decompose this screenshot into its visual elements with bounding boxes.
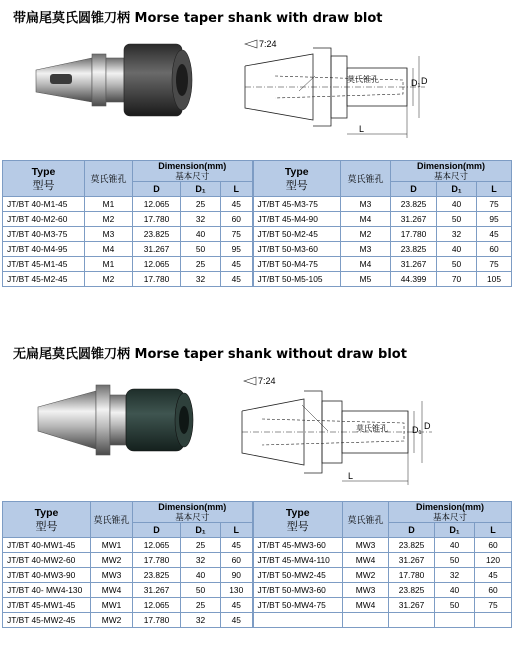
col-l-header: L (475, 523, 512, 538)
dimension-l-label: L (359, 124, 365, 134)
l-cell: 45 (221, 598, 253, 613)
type-header: Type 型号 (3, 161, 85, 197)
hole-header: 莫氏锥孔 (343, 502, 389, 538)
section-title: 带扁尾莫氏圆锥刀柄 Morse taper shank with draw blot (13, 11, 383, 26)
l-cell: 75 (221, 227, 253, 242)
d1-cell: 40 (435, 538, 475, 553)
hole-label: 莫氏锥孔 (347, 75, 379, 84)
d-cell: 31.267 (133, 242, 181, 257)
d-cell: 17.780 (389, 568, 435, 583)
hole-cell: M5 (341, 272, 391, 287)
d-cell: 12.065 (133, 257, 181, 272)
col-l-header: L (477, 182, 512, 197)
d-cell: 23.825 (133, 227, 181, 242)
col-d1-header: D₁ (437, 182, 477, 197)
table-row (3, 538, 512, 553)
d1-cell: 70 (437, 272, 477, 287)
l-cell: 120 (475, 553, 512, 568)
taper-ratio-label: 7:24 (259, 39, 277, 49)
type-cell: JT/BT 50-M4-75 (253, 257, 341, 272)
col-d-header: D (389, 523, 435, 538)
hole-cell: M2 (341, 227, 391, 242)
l-cell: 60 (221, 553, 253, 568)
type-cell: JT/BT 50-M3-60 (253, 242, 341, 257)
hole-cell: M3 (85, 227, 133, 242)
type-cell: JT/BT 45-M3-75 (253, 197, 341, 212)
dimension-l-label: L (348, 471, 354, 481)
col-d-header: D (391, 182, 437, 197)
d1-cell: 32 (181, 212, 221, 227)
type-cell: JT/BT 50-M2-45 (253, 227, 341, 242)
d-cell (389, 613, 435, 628)
hole-cell: MW3 (343, 538, 389, 553)
l-cell: 45 (221, 613, 253, 628)
spec-table (2, 160, 512, 287)
d1-cell: 25 (181, 598, 221, 613)
col-l-header: L (221, 182, 253, 197)
l-cell: 95 (477, 212, 512, 227)
d1-cell: 25 (181, 257, 221, 272)
d-cell: 23.825 (389, 538, 435, 553)
d1-cell: 40 (437, 242, 477, 257)
d1-cell: 50 (437, 212, 477, 227)
d1-cell: 40 (181, 227, 221, 242)
d1-cell: 40 (181, 568, 221, 583)
type-cell: JT/BT 50-MW3-60 (253, 583, 343, 598)
type-cell: JT/BT 40-M4-95 (3, 242, 85, 257)
d1-cell: 32 (435, 568, 475, 583)
table-row (3, 212, 512, 227)
dimension-d-label: D (424, 421, 431, 431)
table-row (3, 583, 512, 598)
section-without-draw-bolt (0, 335, 513, 648)
d-cell: 23.825 (391, 242, 437, 257)
hole-cell: M1 (85, 197, 133, 212)
d1-cell: 32 (181, 553, 221, 568)
d1-cell: 32 (437, 227, 477, 242)
type-header: Type 型号 (253, 161, 341, 197)
l-cell: 60 (477, 242, 512, 257)
col-d1-header: D₁ (435, 523, 475, 538)
d1-cell: 40 (435, 583, 475, 598)
type-cell: JT/BT 45-MW3-60 (253, 538, 343, 553)
d1-cell: 40 (437, 197, 477, 212)
l-cell: 60 (475, 538, 512, 553)
hole-cell: MW4 (91, 583, 133, 598)
table-row (3, 568, 512, 583)
type-header: Type 型号 (3, 502, 91, 538)
dimension-d1-label: D₁ (411, 78, 421, 88)
d-cell: 31.267 (389, 553, 435, 568)
dimension-d-label: D (421, 76, 428, 86)
hole-header: 莫氏锥孔 (341, 161, 391, 197)
type-cell: JT/BT 40-M3-75 (3, 227, 85, 242)
type-cell: JT/BT 50-M5-105 (253, 272, 341, 287)
d1-cell (435, 613, 475, 628)
l-cell: 105 (477, 272, 512, 287)
l-cell: 60 (475, 583, 512, 598)
type-cell: JT/BT 40-MW3-90 (3, 568, 91, 583)
technical-drawing (235, 36, 435, 148)
type-cell: JT/BT 40-M1-45 (3, 197, 85, 212)
hole-cell: MW4 (343, 598, 389, 613)
col-d-header: D (133, 523, 181, 538)
d1-cell: 32 (181, 613, 221, 628)
hole-cell: M4 (341, 257, 391, 272)
d1-cell: 50 (437, 257, 477, 272)
hole-cell: M4 (341, 212, 391, 227)
d-cell: 17.780 (133, 272, 181, 287)
col-d1-header: D₁ (181, 523, 221, 538)
d1-cell: 50 (181, 242, 221, 257)
section-title: 无扁尾莫氏圆锥刀柄 Morse taper shank without draw blot (13, 347, 407, 362)
hole-cell: M3 (341, 242, 391, 257)
l-cell: 45 (475, 568, 512, 583)
hole-cell: MW4 (343, 553, 389, 568)
d1-cell: 32 (181, 272, 221, 287)
l-cell: 75 (477, 257, 512, 272)
d1-cell: 50 (181, 583, 221, 598)
dimension-header: Dimension(mm) 基本尺寸 (391, 161, 512, 182)
hole-cell: M2 (85, 212, 133, 227)
hole-cell: MW2 (91, 553, 133, 568)
type-cell: JT/BT 45-MW1-45 (3, 598, 91, 613)
d-cell: 23.825 (133, 568, 181, 583)
table-row (3, 227, 512, 242)
l-cell: 45 (221, 257, 253, 272)
d-cell: 17.780 (391, 227, 437, 242)
d-cell: 31.267 (391, 257, 437, 272)
d-cell: 23.825 (391, 197, 437, 212)
col-l-header: L (221, 523, 253, 538)
hole-cell: MW3 (343, 583, 389, 598)
d1-cell: 50 (435, 598, 475, 613)
hole-cell: M1 (85, 257, 133, 272)
type-cell: JT/BT 45-M1-45 (3, 257, 85, 272)
d-cell: 17.780 (133, 553, 181, 568)
d-cell: 44.399 (391, 272, 437, 287)
l-cell: 45 (221, 272, 253, 287)
table-row (3, 272, 512, 287)
table-row (3, 598, 512, 613)
table-row (3, 613, 512, 628)
type-cell: JT/BT 40-MW1-45 (3, 538, 91, 553)
hole-label: 莫氏锥孔 (356, 424, 388, 433)
hole-header: 莫氏锥孔 (91, 502, 133, 538)
d-cell: 12.065 (133, 538, 181, 553)
hole-cell: M4 (85, 242, 133, 257)
table-row (3, 257, 512, 272)
d-cell: 17.780 (133, 212, 181, 227)
col-d1-header: D₁ (181, 182, 221, 197)
d1-cell: 25 (181, 197, 221, 212)
dimension-header: Dimension(mm) 基本尺寸 (133, 161, 253, 182)
type-cell: JT/BT 45-M2-45 (3, 272, 85, 287)
l-cell: 75 (475, 598, 512, 613)
hole-cell: MW2 (343, 568, 389, 583)
hole-cell: MW1 (91, 598, 133, 613)
d-cell: 17.780 (133, 613, 181, 628)
type-cell: JT/BT 45-MW4-110 (253, 553, 343, 568)
hole-cell (343, 613, 389, 628)
type-cell: JT/BT 45-MW2-45 (3, 613, 91, 628)
l-cell: 60 (221, 212, 253, 227)
l-cell: 45 (221, 538, 253, 553)
hole-cell: M2 (85, 272, 133, 287)
d-cell: 12.065 (133, 197, 181, 212)
table-row (3, 553, 512, 568)
dimension-d1-label: D₁ (412, 425, 422, 435)
type-cell: JT/BT 40-M2-60 (3, 212, 85, 227)
hole-cell: M3 (341, 197, 391, 212)
spec-table (2, 501, 512, 628)
d-cell: 31.267 (389, 598, 435, 613)
dimension-header: Dimension(mm) 基本尺寸 (133, 502, 253, 523)
technical-drawing (232, 375, 442, 493)
dimension-header: Dimension(mm) 基本尺寸 (389, 502, 512, 523)
col-d-header: D (133, 182, 181, 197)
d1-cell: 25 (181, 538, 221, 553)
type-cell: JT/BT 40-MW2-60 (3, 553, 91, 568)
l-cell: 95 (221, 242, 253, 257)
l-cell: 90 (221, 568, 253, 583)
product-photo (30, 38, 200, 123)
type-cell: JT/BT 40- MW4-130 (3, 583, 91, 598)
l-cell (475, 613, 512, 628)
l-cell: 75 (477, 197, 512, 212)
section-with-draw-bolt (0, 0, 513, 300)
type-header: Type 型号 (253, 502, 343, 538)
d-cell: 31.267 (133, 583, 181, 598)
taper-ratio-label: 7:24 (258, 376, 276, 386)
hole-cell: MW2 (91, 613, 133, 628)
d-cell: 12.065 (133, 598, 181, 613)
l-cell: 130 (221, 583, 253, 598)
table-row (3, 197, 512, 212)
hole-cell: MW3 (91, 568, 133, 583)
d-cell: 23.825 (389, 583, 435, 598)
product-photo (32, 373, 202, 468)
table-row (3, 242, 512, 257)
type-cell (253, 613, 343, 628)
d-cell: 31.267 (391, 212, 437, 227)
type-cell: JT/BT 50-MW2-45 (253, 568, 343, 583)
hole-header: 莫氏锥孔 (85, 161, 133, 197)
hole-cell: MW1 (91, 538, 133, 553)
d1-cell: 50 (435, 553, 475, 568)
l-cell: 45 (221, 197, 253, 212)
l-cell: 45 (477, 227, 512, 242)
type-cell: JT/BT 45-M4-90 (253, 212, 341, 227)
type-cell: JT/BT 50-MW4-75 (253, 598, 343, 613)
